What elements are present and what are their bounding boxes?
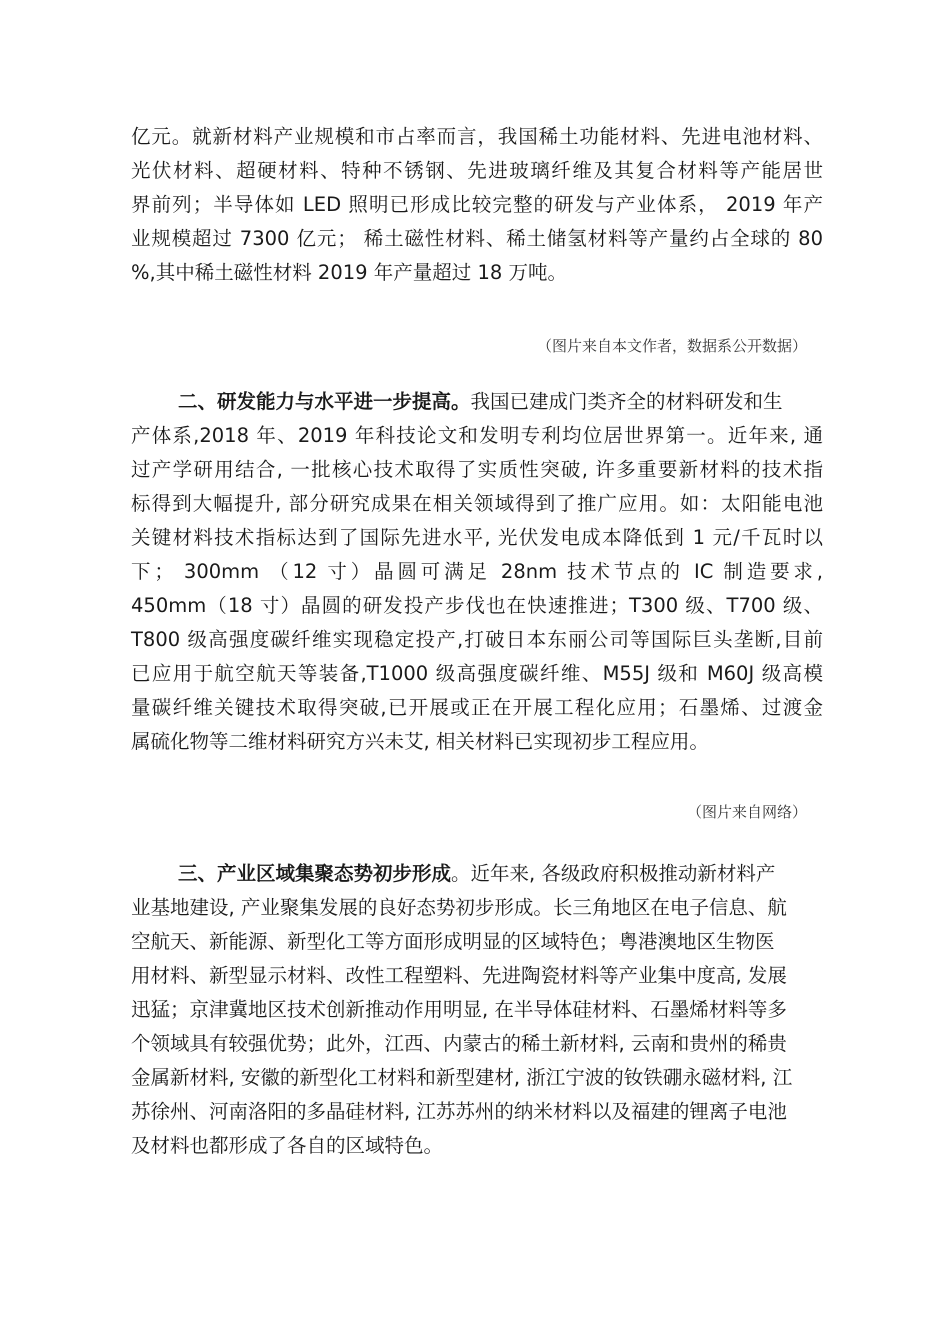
paragraph-first-line: [131, 857, 823, 891]
text-line: 亿元。就新材料产业规模和市占率而言，我国稀土功能材料、先进电池材料、: [131, 125, 823, 148]
text-line: 用材料、新型显示材料、改性工程塑料、先进陶瓷材料等产业集中度高, 发展: [131, 964, 787, 987]
text-line: 业规模超过 7300 亿元； 稀土磁性材料、稀土储氢材料等产量约占全球的 80: [131, 227, 823, 250]
text-line: 下； 300mm （12 寸）晶圆可满足 28nm 技术节点的 IC 制造要求,: [131, 560, 823, 583]
text-line: 过产学研用结合, 一批核心技术取得了实质性突破, 许多重要新材料的技术指: [131, 458, 823, 481]
paragraph-rd-capability: [131, 385, 823, 759]
text-line: 业基地建设, 产业聚集发展的良好态势初步形成。长三角地区在电子信息、航: [131, 896, 787, 919]
text-line: 产体系,2018 年、2019 年科技论文和发明专利均位居世界第一。近年来, 通: [131, 424, 823, 447]
text-span: 我国已建成门类齐全的材料研发和生: [470, 390, 783, 413]
text-line: 迅猛；京津冀地区技术创新推动作用明显, 在半导体硅材料、石墨烯材料等多: [131, 998, 787, 1021]
text-line: 关键材料技术指标达到了国际先进水平, 光伏发电成本降低到 1 元/千瓦时以: [131, 526, 823, 549]
text-line: 空航天、新能源、新型化工等方面形成明显的区域特色；粤港澳地区生物医: [131, 930, 775, 953]
text-span: 。近年来, 各级政府积极推动新材料产: [451, 862, 776, 885]
text-line: %,其中稀土磁性材料 2019 年产量超过 18 万吨。: [131, 261, 567, 284]
text-line: 个领域具有较强优势；此外，江西、内蒙古的稀土新材料, 云南和贵州的稀贵: [131, 1032, 787, 1055]
text-line: 属硫化物等二维材料研究方兴未艾, 相关材料已实现初步工程应用。: [131, 730, 709, 753]
image-caption: （图片来自本文作者，数据系公开数据）: [536, 337, 807, 355]
text-line: T800 级高强度碳纤维实现稳定投产,打破日本东丽公司等国际巨头垄断,目前: [131, 628, 823, 651]
section-heading: 三、产业区域集聚态势初步形成: [178, 862, 452, 885]
text-line: 450mm（18 寸）晶圆的研发投产步伐也在快速推进；T300 级、T700 级、: [131, 594, 823, 617]
paragraph-regional-clusters: [131, 857, 823, 1163]
image-caption: （图片来自网络）: [686, 803, 807, 821]
paragraph-first-line: [131, 385, 823, 419]
text-line: 标得到大幅提升, 部分研究成果在相关领域得到了推广应用。如：太阳能电池: [131, 492, 823, 515]
text-line: 量碳纤维关键技术取得突破,已开展或正在开展工程化应用；石墨烯、过渡金: [131, 696, 823, 719]
text-line: 苏徐州、河南洛阳的多晶硅材料, 江苏苏州的纳米材料以及福建的锂离子电池: [131, 1100, 787, 1123]
text-line: 及材料也都形成了各自的区域特色。: [131, 1134, 444, 1157]
text-line: 已应用于航空航天等装备,T1000 级高强度碳纤维、M55J 级和 M60J 级高模: [131, 662, 823, 685]
text-line: 光伏材料、超硬材料、特种不锈钢、先进玻璃纤维及其复合材料等产能居世: [131, 159, 823, 182]
paragraph-industry-scale: [131, 120, 823, 290]
text-line: 界前列；半导体如 LED 照明已形成比较完整的研发与产业体系， 2019 年产: [131, 193, 823, 216]
text-line: 金属新材料, 安徽的新型化工材料和新型建材, 浙江宁波的钕铁硼永磁材料, 江: [131, 1066, 793, 1089]
section-heading: 二、研发能力与水平进一步提高。: [178, 390, 471, 413]
